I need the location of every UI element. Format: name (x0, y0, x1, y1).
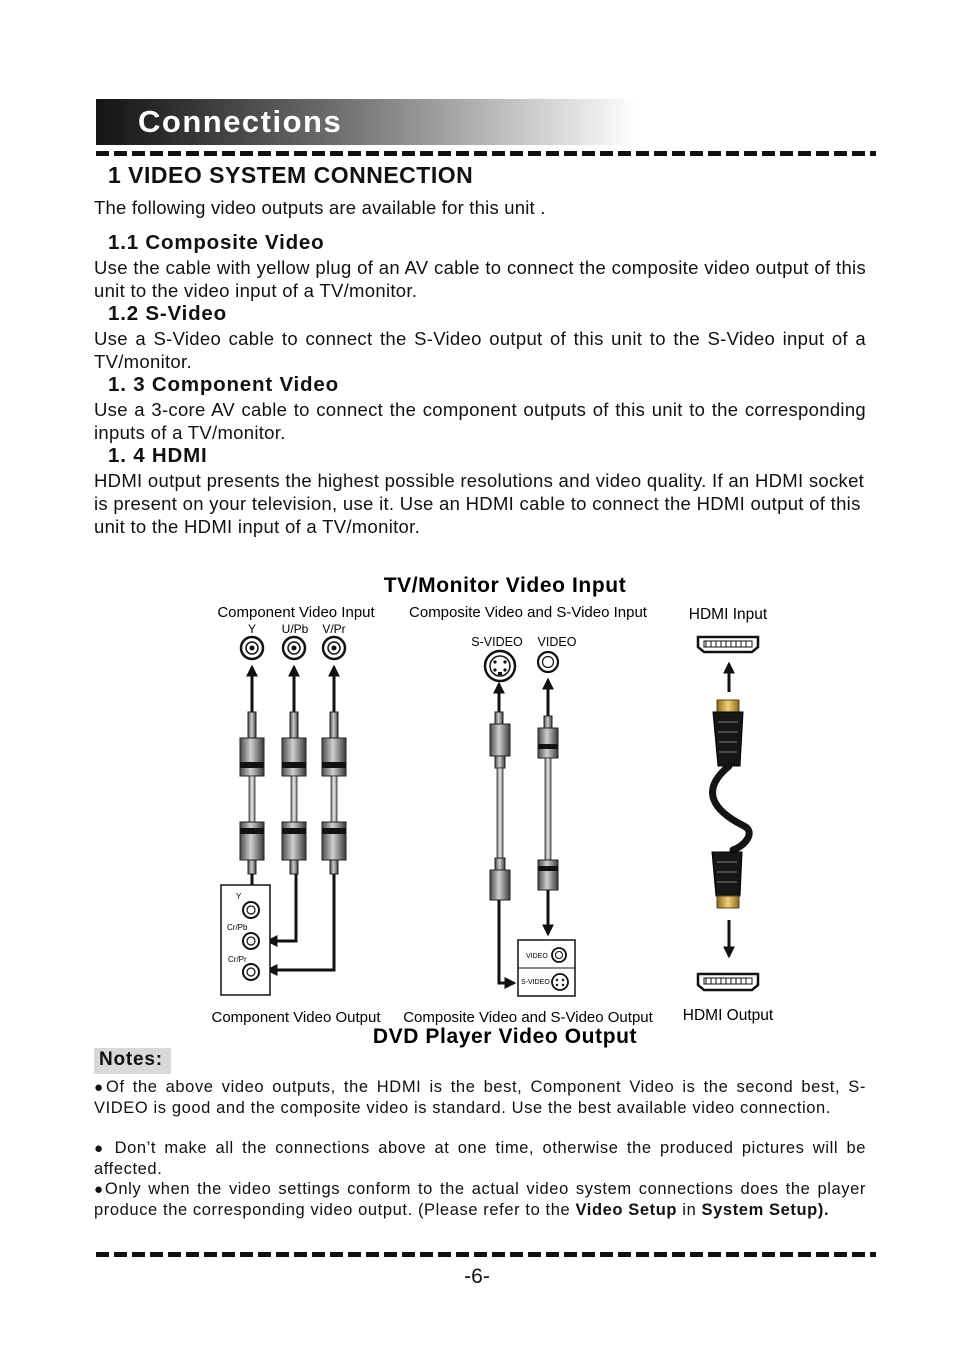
jack-label-video: VIDEO (537, 635, 577, 649)
bullet-icon: ● (94, 1181, 105, 1198)
component-input-label: Component Video Input (217, 604, 375, 621)
note-2-text: Don’t make all the connections above at one time, otherwise the produced pictures will be affected. (94, 1139, 867, 1179)
component-output-label: Component Video Output (211, 1009, 381, 1026)
note-3-in: in (677, 1201, 702, 1220)
note-3-text: Only when the video settings conform to the actual video system connections does the player produce the corresponding video output. (Please refer to the (94, 1180, 866, 1220)
composite-output-panel (518, 940, 575, 996)
page-title: Connections (138, 104, 343, 139)
hdmi-cable (712, 700, 749, 908)
subsection-text-hdmi: HDMI output presents the highest possible resolutions and video quality. If an HDMI socket is present on your television, use it. Use an HDMI cable to connect the HDMI output of this unit to the HDMI input of a TV/monitor. (94, 470, 865, 537)
hdmi-input-label: HDMI Input (688, 606, 768, 623)
jack-label-svideo: S-VIDEO (471, 635, 523, 649)
subsection-title-svideo: 1.2 S-Video (108, 302, 227, 325)
hdmi-output-port (698, 974, 758, 990)
subsection-title-hdmi: 1. 4 HDMI (108, 444, 208, 467)
subsection-text-composite: Use the cable with yellow plug of an AV cable to connect the composite video output of this unit to the video input of a TV/monitor. (94, 257, 866, 301)
diagram-bottom-title: DVD Player Video Output (372, 1025, 638, 1048)
bottom-divider (96, 1252, 876, 1257)
jack-label-upb: U/Pb (281, 622, 309, 636)
jack-label-vpr: V/Pr (322, 622, 346, 636)
bullet-icon: ● (94, 1079, 107, 1096)
section-heading: 1 VIDEO SYSTEM CONNECTION (108, 162, 474, 188)
note-1-text: Of the above video outputs, the HDMI is the best, Component Video is the second best, S-VIDEO is good and the composite video is standard. Use the best available video connection. (94, 1078, 867, 1118)
out-label-svideo: S-VIDEO (521, 979, 550, 986)
out-label-y: Y (236, 892, 242, 901)
note-3-video-setup: Video Setup (575, 1201, 678, 1220)
composite-input-label: Composite Video and S-Video Input (409, 604, 647, 621)
video-input-jack (538, 652, 558, 672)
section-intro: The following video outputs are available for this unit . (94, 197, 546, 218)
note-1 (94, 1077, 866, 1119)
composite-output-label: Composite Video and S-Video Output (403, 1009, 653, 1026)
hdmi-output-label: HDMI Output (682, 1007, 774, 1024)
video-cable (538, 680, 558, 934)
subsection-title-composite: 1.1 Composite Video (108, 231, 325, 254)
bullet-icon: ● (94, 1140, 107, 1157)
note-2 (94, 1138, 866, 1180)
jack-label-y: Y (247, 622, 257, 636)
hdmi-input-port (698, 637, 758, 652)
note-3-system-setup: System Setup). (701, 1201, 830, 1220)
page-number: -6- (464, 1265, 490, 1288)
diagram-top-title: TV/Monitor Video Input (383, 574, 627, 597)
subsection-title-component: 1. 3 Component Video (108, 373, 339, 396)
svideo-input-jack (485, 651, 515, 681)
component-input-jacks (241, 637, 345, 659)
out-label-video: VIDEO (526, 953, 548, 960)
component-output-panel (221, 885, 270, 995)
out-label-crpr: Cr/Pr (228, 955, 247, 964)
subsection-text-svideo: Use a S-Video cable to connect the S-Video output of this unit to the S-Video input of a TV/monitor. (94, 328, 866, 372)
svideo-cable (490, 684, 514, 983)
out-label-crpb: Cr/Pb (227, 923, 248, 932)
notes-label: Notes: (99, 1049, 163, 1070)
note-3 (94, 1179, 866, 1221)
subsection-text-component: Use a 3-core AV cable to connect the component outputs of this unit to the corresponding inputs of a TV/monitor. (94, 399, 866, 443)
